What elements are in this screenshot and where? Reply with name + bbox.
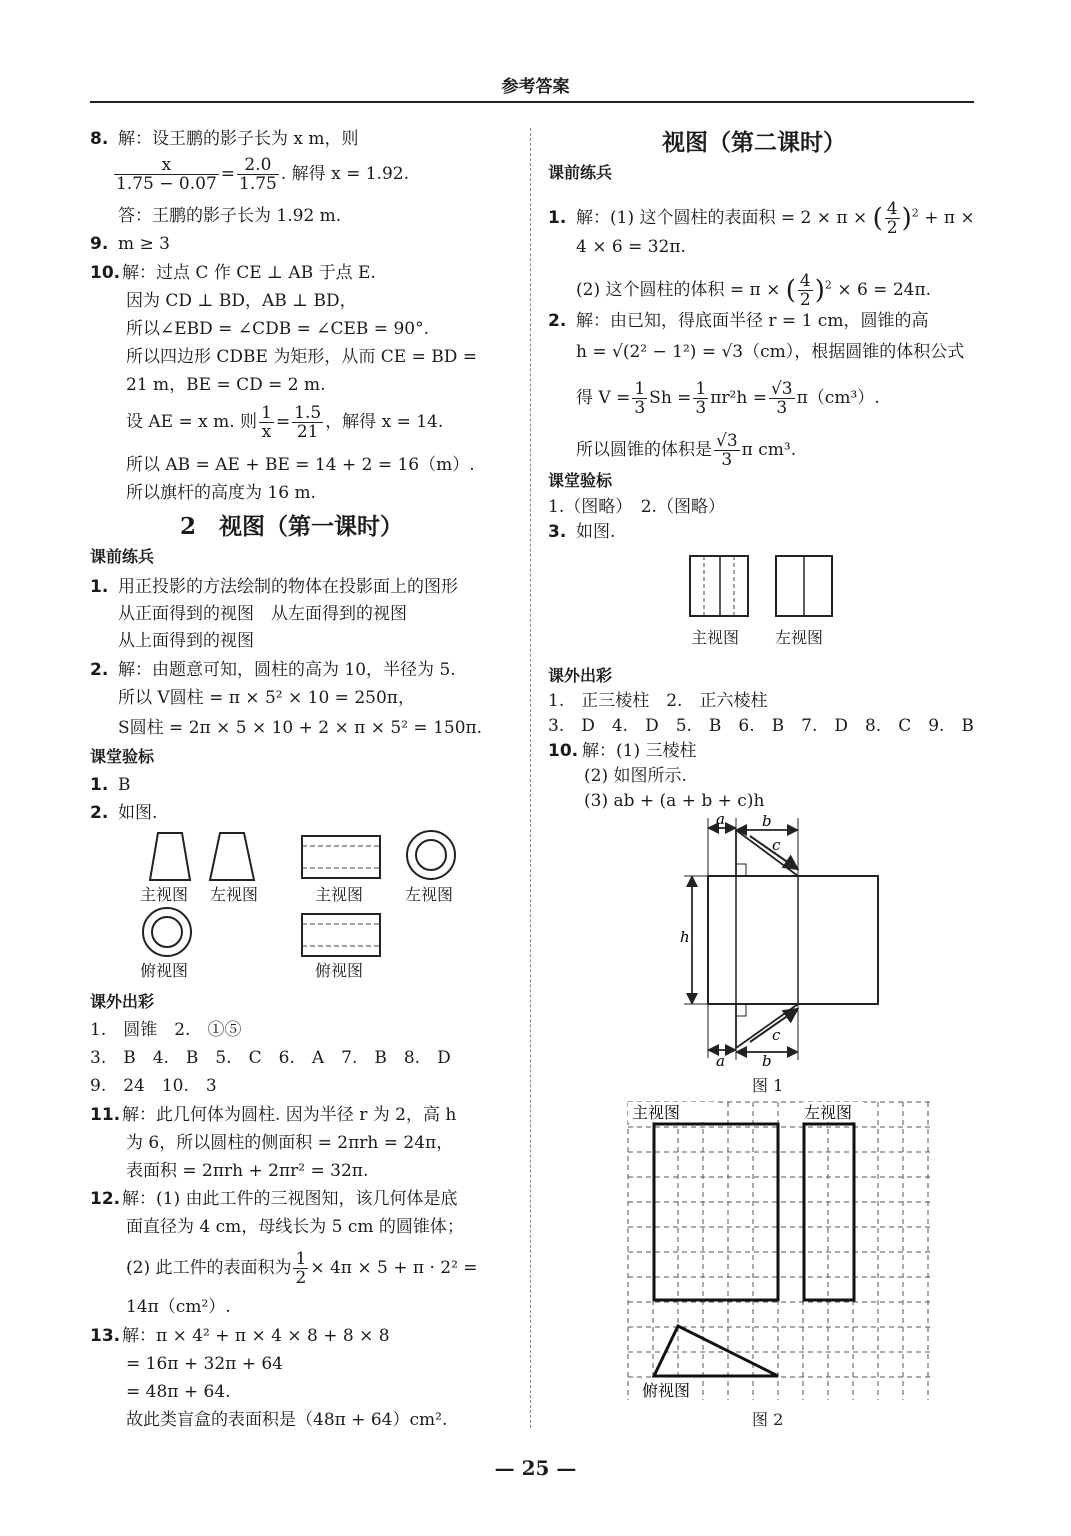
figure2-caption: 图 2 <box>752 1410 784 1429</box>
label-b-bottom: b <box>762 1052 772 1070</box>
r2-line4: 所以圆锥的体积是 $\frac{√3}{3}$ π cm³. <box>576 431 797 470</box>
p2-line3: S圆柱 = 2π × 5 × 10 + 2 × π × 5² = 150π. <box>118 718 483 738</box>
r2-frac1: $\frac{1}{3}$ <box>634 379 646 418</box>
q8-equation: $\frac{x}{1.75 - 0.07}$ = $\frac{2.0}{1.75}$ . 解得 x = 1.92. <box>116 155 409 194</box>
p2-line2: 所以 V圆柱 = π × 5² × 10 = 250π， <box>118 688 415 708</box>
label-left-view: 左视图 <box>804 1103 853 1122</box>
p1-line2: 从正面得到的视图 从左面得到的视图 <box>118 604 407 624</box>
e12-line3: (2) 此工件的表面积为 $\frac{1}{2}$ × 4π × 5 + π · 2² = <box>126 1249 478 1288</box>
label-top-view: 俯视图 <box>140 961 189 980</box>
q10-line6: 设 AE = x m. 则 $\frac{1}{x}$ = $\frac{1.5}{21}$ ，解得 x = 14. <box>126 403 444 442</box>
ring-outer-circle <box>407 831 455 879</box>
e13-line1: 13. 解：π × 4² + π × 4 × 8 + 8 × 8 <box>90 1326 390 1346</box>
label-front-view: 主视图 <box>632 1103 681 1122</box>
e13-line2: = 16π + 32π + 64 <box>126 1354 283 1374</box>
label-h: h <box>680 928 690 946</box>
column-divider <box>530 128 531 1428</box>
q10-line4: 所以四边形 CDBE 为矩形，从而 CE = BD = <box>126 347 477 367</box>
e12-frac: $\frac{1}{2}$ <box>295 1249 307 1288</box>
q8-frac1: $\frac{x}{1.75 - 0.07}$ <box>116 155 217 194</box>
c1: 1. B <box>90 775 131 795</box>
r1-frac1: $\frac{4}{2}$ <box>886 199 898 238</box>
right-angle-mark <box>736 864 746 876</box>
r2-frac3: $\frac{√3}{3}$ <box>770 379 793 418</box>
rect-front-view <box>302 836 380 878</box>
trapezoid-left-view <box>210 833 254 880</box>
p1-line1: 1. 用正投影的方法绘制的物体在投影面上的图形 <box>90 577 458 597</box>
re10-line2: (2) 如图所示. <box>584 766 687 786</box>
rect-top-view <box>302 914 380 956</box>
e-line3: 3. B 4. B 5. C 6. A 7. B 8. D <box>90 1048 451 1068</box>
q10-line2: 因为 CD ⊥ BD，AB ⊥ BD， <box>126 291 357 311</box>
r1-line2: 4 × 6 = 32π. <box>576 237 686 257</box>
section-label-class-check: 课堂验标 <box>548 471 613 490</box>
ring-inner-circle <box>152 917 182 947</box>
r1-line1: 1. 解：(1) 这个圆柱的表面积 = 2 × π × ( $\frac{4}{2}$ )$^2$ + π × <box>548 199 975 238</box>
e12-line4: 14π（cm²）. <box>126 1297 231 1317</box>
q10-frac1: $\frac{1}{x}$ <box>261 403 272 442</box>
rc-line3: 3. 如图. <box>548 522 616 542</box>
ring-inner-circle <box>416 840 446 870</box>
q8-answer: 答：王鹏的影子长为 1.92 m. <box>118 206 342 226</box>
q10-line5: 21 m，BE = CD = 2 m. <box>126 375 326 395</box>
label-top-view: 俯视图 <box>315 961 364 980</box>
c2: 2. 如图. <box>90 803 158 823</box>
right-class-figure <box>686 552 836 622</box>
e-line9: 9. 24 10. 3 <box>90 1076 217 1096</box>
e13-line3: = 48π + 64. <box>126 1382 231 1402</box>
figure2-grid-views <box>624 1100 934 1406</box>
net-bottom-triangle <box>736 1004 798 1048</box>
net-lateral-faces <box>708 876 878 1004</box>
e12-line2: 面直径为 4 cm，母线长为 5 cm 的圆锥体； <box>126 1217 464 1237</box>
section-label-class-check: 课堂验标 <box>90 747 155 766</box>
r2-line1: 2. 解：由已知，得底面半径 r = 1 cm，圆锥的高 <box>548 311 929 331</box>
label-front-view: 主视图 <box>315 885 364 904</box>
label-top-view: 俯视图 <box>642 1381 691 1400</box>
r1-frac2: $\frac{4}{2}$ <box>799 271 811 310</box>
figure1-caption: 图 1 <box>752 1076 784 1095</box>
net-top-triangle <box>736 830 798 876</box>
header-rule <box>90 101 974 103</box>
section-label-extra: 课外出彩 <box>548 666 613 685</box>
label-c-top: c <box>772 836 781 854</box>
front-view-rect <box>690 556 748 616</box>
label-a-bottom: a <box>716 1052 725 1070</box>
r2-line3: 得 V = $\frac{1}{3}$ Sh = $\frac{1}{3}$ πr²h = $\frac{√3}{3}$ π（cm³）. <box>576 379 880 418</box>
page-number: — 25 — <box>494 1456 577 1480</box>
section-heading-view-lesson1: 2 视图（第一课时） <box>180 513 404 540</box>
r2-line2: h = √(2² − 1²) = √3（cm），根据圆锥的体积公式 <box>576 342 965 362</box>
label-left-view: 左视图 <box>405 885 454 904</box>
e-line1: 1. 圆锥 2. ①⑤ <box>90 1020 242 1040</box>
section-label-pre-practice: 课前练兵 <box>548 163 613 182</box>
front-view-rect <box>654 1124 778 1300</box>
label-front-view: 主视图 <box>140 885 189 904</box>
q10-line8: 所以旗杆的高度为 16 m. <box>126 483 316 503</box>
q10-line1: 10. 解：过点 C 作 CE ⊥ AB 于点 E. <box>90 263 376 283</box>
q9: 9. m ≥ 3 <box>90 234 170 254</box>
e11-line1: 11. 解：此几何体为圆柱. 因为半径 r 为 2，高 h <box>90 1105 457 1125</box>
right-angle-mark <box>736 1004 746 1016</box>
q10-line7: 所以 AB = AE + BE = 14 + 2 = 16（m）. <box>126 455 475 475</box>
e11-line3: 表面积 = 2πrh + 2πr² = 32π. <box>126 1161 369 1181</box>
p2-line1: 2. 解：由题意可知，圆柱的高为 10，半径为 5. <box>90 660 456 680</box>
label-c-bottom: c <box>772 1026 781 1044</box>
figure1-prism-net <box>670 808 890 1070</box>
e11-line2: 为 6，所以圆柱的侧面积 = 2πrh = 24π， <box>126 1133 454 1153</box>
e13-line4: 故此类盲盒的表面积是（48π + 64）cm². <box>126 1410 448 1430</box>
section-heading-view-lesson2: 视图（第二课时） <box>662 129 846 156</box>
rc-line1: 1.（图略） 2.（图略） <box>548 497 725 517</box>
trapezoid-front-view <box>150 833 190 880</box>
p1-line3: 从上面得到的视图 <box>118 631 254 651</box>
r2-frac4: $\frac{√3}{3}$ <box>716 431 738 470</box>
q10-frac2: $\frac{1.5}{21}$ <box>294 403 322 442</box>
label-left-view: 左视图 <box>210 885 259 904</box>
ring-outer-circle <box>143 908 191 956</box>
r1-line3: (2) 这个圆柱的体积 = π × ( $\frac{4}{2}$ )$^2$ × 6 = 24π. <box>576 271 932 310</box>
q8-line1: 8. 解：设王鹏的影子长为 x m，则 <box>90 129 359 149</box>
r2-frac2: $\frac{1}{3}$ <box>695 379 707 418</box>
top-view-triangle <box>654 1326 778 1376</box>
q10-line3: 所以∠EBD = ∠CDB = ∠CEB = 90°. <box>126 319 429 339</box>
q8-frac2: $\frac{2.0}{1.75}$ <box>239 155 277 194</box>
re10-line3: (3) ab + (a + b + c)h <box>584 791 765 811</box>
re-line1: 1. 正三棱柱 2. 正六棱柱 <box>548 691 768 711</box>
label-front-view: 主视图 <box>691 628 740 647</box>
label-b-top: b <box>762 812 772 830</box>
e12-line1: 12. 解：(1) 由此工件的三视图知，该几何体是底 <box>90 1189 458 1209</box>
re-line3: 3. D 4. D 5. B 6. B 7. D 8. C 9. B <box>548 716 974 736</box>
section-label-pre-practice: 课前练兵 <box>90 547 155 566</box>
re10-line1: 10. 解：(1) 三棱柱 <box>548 741 697 761</box>
label-a-top: a <box>716 810 725 828</box>
page-header-title: 参考答案 <box>501 77 570 97</box>
label-left-view: 左视图 <box>775 628 824 647</box>
left-view-rect <box>804 1124 854 1300</box>
section-label-extra: 课外出彩 <box>90 992 155 1011</box>
